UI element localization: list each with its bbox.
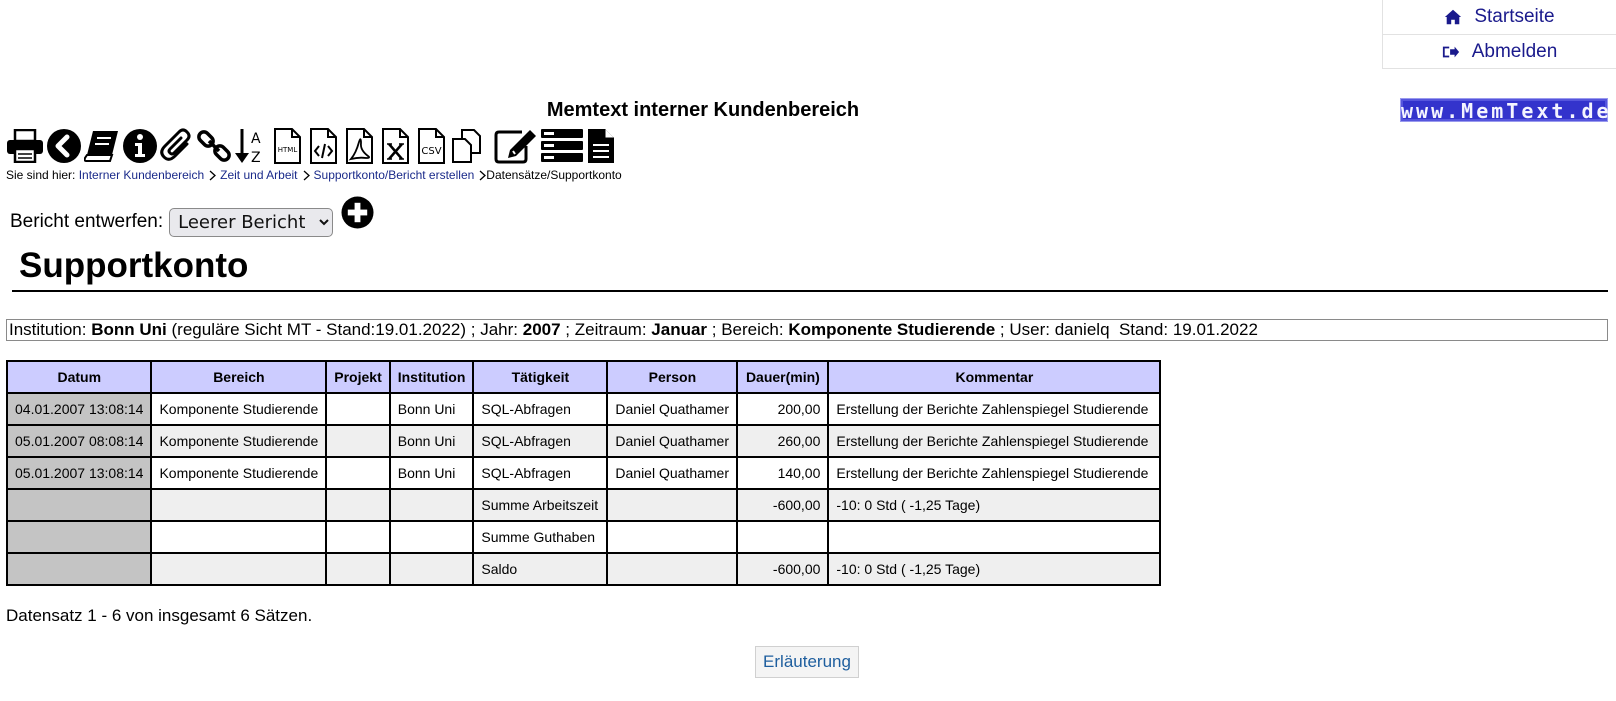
document-icon xyxy=(586,128,616,164)
table-cell-project xyxy=(326,425,389,457)
paperclip-icon xyxy=(160,128,194,164)
column-header: Tätigkeit xyxy=(473,361,607,393)
table-cell-institution xyxy=(390,489,474,521)
table-cell-project xyxy=(326,489,389,521)
records-table xyxy=(6,360,1161,586)
filter-year-value: 2007 xyxy=(522,320,561,339)
table-cell-comment: Erstellung der Berichte Zahlenspiegel Studierende xyxy=(828,425,1160,457)
table-cell-date xyxy=(7,553,151,585)
table-cell-comment: -10: 0 Std ( -1,25 Tage) xyxy=(828,553,1160,585)
print-button[interactable] xyxy=(6,129,44,163)
table-cell-activity: SQL-Abfragen xyxy=(473,457,607,489)
book-icon xyxy=(84,129,120,163)
table-cell-duration: -600,00 xyxy=(737,553,828,585)
table-cell-area: Komponente Studierende xyxy=(151,457,326,489)
table-cell-person: Daniel Quathamer xyxy=(607,457,737,489)
filter-summary xyxy=(6,319,1608,341)
explanation-button[interactable]: Erläuterung xyxy=(755,646,859,678)
list-view-button[interactable] xyxy=(540,128,584,164)
table-cell-area xyxy=(151,521,326,553)
code-file-icon xyxy=(306,128,340,164)
sort-z-label: Z xyxy=(251,150,261,165)
table-cell-duration: 260,00 xyxy=(737,425,828,457)
edit-icon xyxy=(494,128,538,164)
column-header: Datum xyxy=(7,361,151,393)
back-button[interactable] xyxy=(46,128,82,164)
column-header: Dauer(min) xyxy=(737,361,828,393)
export-html-button[interactable] xyxy=(270,128,304,164)
table-cell-person: Daniel Quathamer xyxy=(607,425,737,457)
export-excel-button[interactable] xyxy=(378,128,412,164)
column-header: Institution xyxy=(390,361,474,393)
home-link[interactable] xyxy=(1383,0,1616,34)
table-cell-activity: Summe Guthaben xyxy=(473,521,607,553)
copy-button[interactable] xyxy=(450,128,486,164)
report-title: Supportkonto xyxy=(12,246,1608,292)
filter-area-value: Komponente Studierende xyxy=(788,320,996,339)
table-cell-date: 05.01.2007 13:08:14 xyxy=(7,457,151,489)
info-button[interactable] xyxy=(122,128,158,164)
table-cell-project xyxy=(326,553,389,585)
table-cell-area: Komponente Studierende xyxy=(151,393,326,425)
table-cell-person xyxy=(607,521,737,553)
manual-button[interactable] xyxy=(84,129,120,163)
filter-period-value: Januar xyxy=(651,320,708,339)
table-cell-area xyxy=(151,553,326,585)
breadcrumb-prefix: Sie sind hier: xyxy=(6,168,76,182)
chevron-right-icon xyxy=(209,170,216,181)
html-label: HTML xyxy=(277,146,298,154)
filter-institution-value: Bonn Uni xyxy=(91,320,167,339)
table-row-summary xyxy=(7,521,1160,553)
chevron-right-icon xyxy=(303,170,310,181)
table-cell-comment: Erstellung der Berichte Zahlenspiegel Studierende xyxy=(828,393,1160,425)
table-cell-duration: 200,00 xyxy=(737,393,828,425)
list-icon xyxy=(540,128,584,164)
filter-period-label: ; Zeitraum: xyxy=(565,320,647,339)
pdf-file-icon xyxy=(342,128,376,164)
table-cell-area xyxy=(151,489,326,521)
table-cell-person xyxy=(607,489,737,521)
table-cell-institution xyxy=(390,553,474,585)
breadcrumb-item-internal[interactable]: Interner Kundenbereich xyxy=(78,168,205,182)
table-cell-person: Daniel Quathamer xyxy=(607,393,737,425)
table-cell-date xyxy=(7,489,151,521)
report-designer-label: Bericht entwerfen: xyxy=(10,211,164,232)
column-header: Bereich xyxy=(151,361,326,393)
breadcrumb xyxy=(6,168,622,182)
table-cell-duration xyxy=(737,521,828,553)
table-cell-date: 05.01.2007 08:08:14 xyxy=(7,425,151,457)
csv-file-icon xyxy=(414,128,448,164)
filter-view-note: (reguläre Sicht MT - Stand:19.01.2022) ; Jahr: xyxy=(171,320,518,339)
filter-area-label: ; Bereich: xyxy=(711,320,784,339)
table-cell-area: Komponente Studierende xyxy=(151,425,326,457)
breadcrumb-item-support-report[interactable]: Supportkonto/Bericht erstellen xyxy=(313,168,475,182)
table-cell-comment: -10: 0 Std ( -1,25 Tage) xyxy=(828,489,1160,521)
table-cell-institution: Bonn Uni xyxy=(390,393,474,425)
sort-button[interactable] xyxy=(234,127,268,165)
excel-file-icon xyxy=(378,128,412,164)
html-file-icon xyxy=(270,128,304,164)
table-cell-comment: Erstellung der Berichte Zahlenspiegel Studierende xyxy=(828,457,1160,489)
attachment-button[interactable] xyxy=(160,128,194,164)
table-cell-project xyxy=(326,521,389,553)
table-cell-project xyxy=(326,393,389,425)
logout-link[interactable] xyxy=(1383,34,1616,68)
top-navigation xyxy=(1382,0,1616,69)
table-cell-duration: -600,00 xyxy=(737,489,828,521)
table-header-row xyxy=(7,361,1160,393)
table-cell-institution: Bonn Uni xyxy=(390,425,474,457)
breadcrumb-item-time-work[interactable]: Zeit und Arbeit xyxy=(220,168,298,182)
page-heading: Memtext interner Kundenbereich xyxy=(546,99,860,121)
csv-label: CSV xyxy=(421,146,442,157)
report-designer xyxy=(10,200,374,244)
report-template-select[interactable] xyxy=(169,208,333,237)
document-button[interactable] xyxy=(586,128,616,164)
column-header: Projekt xyxy=(326,361,389,393)
print-icon xyxy=(6,129,44,163)
copy-icon xyxy=(450,128,486,164)
table-row-summary xyxy=(7,553,1160,585)
home-link-label: Startseite xyxy=(1474,6,1555,27)
add-report-icon[interactable] xyxy=(341,196,374,229)
table-cell-person xyxy=(607,553,737,585)
memtext-logo[interactable]: www.MemText.de xyxy=(1401,99,1612,123)
chevron-right-icon xyxy=(479,170,486,181)
table-cell-institution xyxy=(390,521,474,553)
toolbar xyxy=(6,127,618,165)
filter-tail: ; User: danielq Stand: 19.01.2022 xyxy=(999,320,1258,339)
table-cell-comment xyxy=(828,521,1160,553)
table-cell-activity: Summe Arbeitszeit xyxy=(473,489,607,521)
table-row xyxy=(7,425,1160,457)
logout-link-label: Abmelden xyxy=(1471,40,1558,62)
table-cell-duration: 140,00 xyxy=(737,457,828,489)
table-row xyxy=(7,457,1160,489)
table-row-summary xyxy=(7,489,1160,521)
link-button[interactable] xyxy=(196,128,232,164)
sign-out-icon xyxy=(1442,43,1460,61)
filter-institution-label: Institution: xyxy=(9,320,87,339)
link-icon xyxy=(196,128,232,164)
table-cell-date xyxy=(7,521,151,553)
column-header: Person xyxy=(607,361,737,393)
edit-button[interactable] xyxy=(494,128,538,164)
table-cell-activity: Saldo xyxy=(473,553,607,585)
column-header: Kommentar xyxy=(828,361,1160,393)
sort-a-label: A xyxy=(251,131,261,147)
info-icon xyxy=(122,128,158,164)
table-cell-project xyxy=(326,457,389,489)
export-pdf-button[interactable] xyxy=(342,128,376,164)
table-row xyxy=(7,393,1160,425)
breadcrumb-current: Datensätze/Supportkonto xyxy=(486,168,622,182)
export-xml-button[interactable] xyxy=(306,128,340,164)
back-icon xyxy=(46,128,82,164)
table-cell-date: 04.01.2007 13:08:14 xyxy=(7,393,151,425)
table-cell-institution: Bonn Uni xyxy=(390,457,474,489)
sort-az-icon xyxy=(234,127,268,165)
table-cell-activity: SQL-Abfragen xyxy=(473,393,607,425)
table-cell-activity: SQL-Abfragen xyxy=(473,425,607,457)
export-csv-button[interactable] xyxy=(414,128,448,164)
home-icon xyxy=(1444,8,1462,26)
record-count: Datensatz 1 - 6 von insgesamt 6 Sätzen. xyxy=(6,606,313,625)
